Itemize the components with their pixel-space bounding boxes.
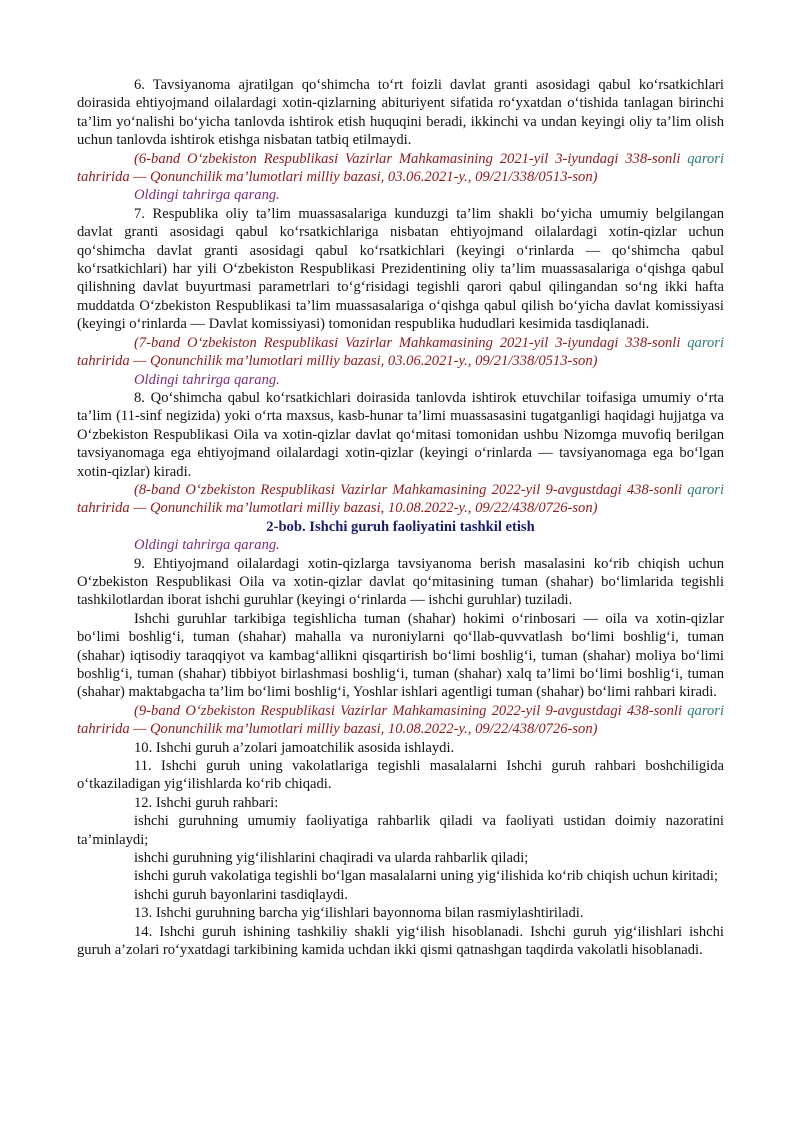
previous-edition-link[interactable]: Oldingi tahrirga qarang. <box>134 537 280 554</box>
paragraph-12-item: ishchi guruh vakolatiga tegishli bo‘lgan masalalarni uning yig‘ilishida ko‘rib chiqish uchun kiritadi; <box>134 868 719 885</box>
paragraph-7: 7. Respublika oliy ta’lim muassasalariga kunduzgi ta’lim shakli bo‘yicha umumiy belgilangan davlat granti asosidagi qabul ko‘rsatkichlariga nisbatan ehtiyojmand oilalardagi xotin-qizlar uchun qo‘shimcha davlat granti asosidagi qabul ko‘rsatkichlari (keyingi o‘rinlarda — qo‘shimcha qabul ko‘rsatkichlari) har yili O‘zbekiston Respublikasi Prezidentining oliy ta’lim muassasalariga o‘qishga qabul qilishning davlat buyurtmasi parametrlari to‘g‘risidagi tegishli qarori qabul qilingandan so‘ng ikki hafta muddatda O‘zbekiston Respublikasi ta’lim muassasalariga o‘qishga qabul qilish bo‘yicha davlat komissiyasi (keyingi o‘rinlarda — Davlat komissiyasi) tomonidan respublika hududlari kesimida tasdiqlanadi. <box>77 205 724 333</box>
amendment-note-text: tahririda — Qonunchilik ma’lumotlari milliy bazasi, 03.06.2021-y., 09/21/338/0513-son) <box>77 353 598 370</box>
previous-edition-link[interactable]: Oldingi tahrirga qarang. <box>134 371 280 388</box>
paragraph-11: 11. Ishchi guruh uning vakolatlariga tegishli masalalarni Ishchi guruh rahbari boshchiligida o‘tkaziladigan yig‘ilishlarda ko‘rib chiqadi. <box>77 758 724 793</box>
paragraph-12: 12. Ishchi guruh rahbari: <box>134 794 279 811</box>
paragraph-6: 6. Tavsiyanoma ajratilgan qo‘shimcha to‘rt foizli davlat granti asosidagi qabul ko‘rsatkichlari doirasida ehtiyojmand oilalardagi xotin-qizlarning abituriyent sifatida ro‘yxatdan o‘tishida tanlagan birinchi ta’lim yo‘nalishi bo‘yicha tanlovda ishtirok etish huquqini beradi, ikkinchi va undan keyingi oliy ta’lim olish uchun tanlovda ishtirok etishga nisbatan tatbiq etilmaydi. <box>77 77 724 149</box>
amendment-note-text: (9-band O‘zbekiston Respublikasi Vazirlar Mahkamasining 2022-yil 9-avgustdagi 438-sonli <box>134 702 683 719</box>
amendment-note-text: tahririda — Qonunchilik ma’lumotlari milliy bazasi, 03.06.2021-y., 09/21/338/0513-son) <box>77 169 598 186</box>
paragraph-8: 8. Qo‘shimcha qabul ko‘rsatkichlari doirasida tanlovda ishtirok etuvchilar toifasiga umumiy o‘rta ta’lim (11-sinf negizida) yoki o‘rta maxsus, kasb-hunar ta’limi muassasasini tugatganligi haqidagi hujjatga va O‘zbekiston Respublikasi Oila va xotin-qizlar davlat qo‘mitasi tomonidan ushbu Nizomga muvofiq berilgan tavsiyanomaga ega ehtiyojmand oilalardagi xotin-qizlar (keyingi o‘rinlarda — tavsiyanomaga ega bo‘lgan xotin-qizlar) kiradi. <box>77 389 724 480</box>
amendment-note-8 <box>77 481 724 518</box>
amendment-note-7 <box>77 334 724 371</box>
decree-link[interactable]: qarori <box>687 702 724 719</box>
amendment-note-6 <box>77 150 724 187</box>
decree-link[interactable]: qarori <box>687 334 725 351</box>
paragraph-10: 10. Ishchi guruh a’zolari jamoatchilik asosida ishlaydi. <box>134 739 455 756</box>
amendment-note-text: (7-band O‘zbekiston Respublikasi Vazirlar Mahkamasining 2021-yil 3-iyundagi 338-sonli <box>134 334 681 351</box>
previous-edition-link[interactable]: Oldingi tahrirga qarang. <box>134 187 280 204</box>
document-page <box>77 76 724 960</box>
paragraph-9: 9. Ehtiyojmand oilalardagi xotin-qizlarga tavsiyanoma berish masalasini ko‘rib chiqish uchun O‘zbekiston Respublikasi Oila va xotin-qizlar davlat qo‘mitasining tuman (shahar) bo‘limlarida tegishli tashkilotlardan iborat ishchi guruhlar (keyingi o‘rinlarda — ishchi guruhlar) tuziladi. <box>77 555 724 609</box>
decree-link[interactable]: qarori <box>687 481 724 498</box>
paragraph-14: 14. Ishchi guruh ishining tashkiliy shakli yig‘ilish hisoblanadi. Ishchi guruh yig‘ilishlari ishchi guruh a’zolari ro‘yxatdagi tarkibining kamida uchdan ikki qismi qatnashgan taqdirda vakolatli hisoblanadi. <box>77 923 724 959</box>
chapter-heading: 2-bob. Ishchi guruh faoliyatini tashkil etish <box>266 518 535 535</box>
decree-link[interactable]: qarori <box>687 150 725 167</box>
paragraph-12-item: ishchi guruh bayonlarini tasdiqlaydi. <box>134 886 349 903</box>
amendment-note-text: (6-band O‘zbekiston Respublikasi Vazirlar Mahkamasining 2021-yil 3-iyundagi 338-sonli <box>134 150 681 167</box>
paragraph-13: 13. Ishchi guruhning barcha yig‘ilishlari bayonnoma bilan rasmiylashtiriladi. <box>134 905 584 922</box>
amendment-note-text: tahririda — Qonunchilik ma’lumotlari milliy bazasi, 10.08.2022-y., 09/22/438/0726-son) <box>77 500 598 517</box>
amendment-note-text: tahririda — Qonunchilik ma’lumotlari milliy bazasi, 10.08.2022-y., 09/22/438/0726-son) <box>77 721 598 738</box>
amendment-note-text: (8-band O‘zbekiston Respublikasi Vazirlar Mahkamasining 2022-yil 9-avgustdagi 438-sonli <box>134 481 683 498</box>
amendment-note-9 <box>77 702 724 739</box>
paragraph-12-item: ishchi guruhning yig‘ilishlarini chaqiradi va ularda rahbarlik qiladi; <box>134 850 529 867</box>
paragraph-12-item: ishchi guruhning umumiy faoliyatiga rahbarlik qiladi va faoliyati ustidan doimiy nazoratini ta’minlaydi; <box>77 813 724 848</box>
paragraph-9-composition: Ishchi guruhlar tarkibiga tegishlicha tuman (shahar) hokimi o‘rinbosari — oila va xotin-qizlar bo‘limi boshlig‘i, tuman (shahar) mahalla va nuroniylarni qo‘llab-quvvatlash bo‘limi boshlig‘i, tuman (shahar) iqtisodiy taraqqiyot va kambag‘allikni qisqartirish bo‘limi boshlig‘i, tuman (shahar) moliya bo‘limi boshlig‘i, tuman (shahar) tibbiyot birlashmasi boshlig‘i, tuman (shahar) xalq ta’limi bo‘limi boshlig‘i, tuman (shahar) maktabgacha ta’lim bo‘limi boshlig‘i, Yoshlar ishlari agentligi tuman (shahar) bo‘limi rahbari kiradi. <box>77 610 724 701</box>
